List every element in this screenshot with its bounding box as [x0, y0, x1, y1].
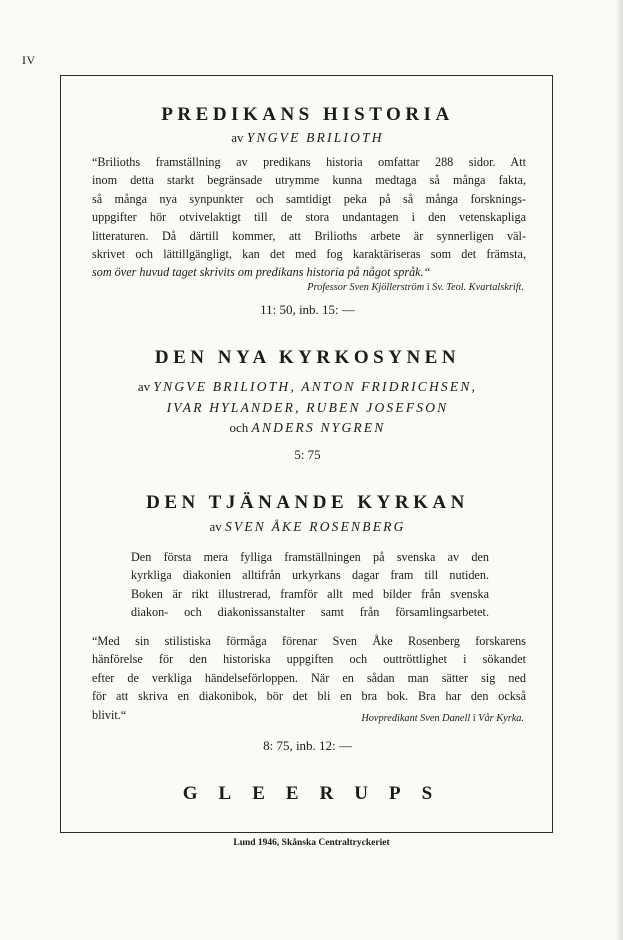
book1-price: 11: 50, inb. 15: —	[260, 302, 355, 317]
printer-imprint: Lund 1946, Skånska Centraltryckeriet	[233, 838, 390, 848]
book1-source-publication: Sv. Teol. Kvartalskrift.	[432, 282, 524, 293]
book2-byline-1	[61, 379, 554, 395]
book1-source-person: Professor Sven Kjöllerström	[307, 282, 425, 293]
page-edge-shadow	[615, 0, 623, 940]
quote-line: “Brilioths framställning av predikans historia omfattar 288 sidor. Att	[92, 155, 526, 169]
book2-av: av	[137, 379, 151, 394]
book2-title: DEN NYA KYRKOSYNEN	[154, 347, 461, 368]
book1-source-in: i	[426, 282, 430, 293]
book1-author: YNGVE BRILIOTH	[246, 130, 384, 145]
book1-review-source	[307, 282, 524, 293]
quote-line: inom detta starkt begränsade utrymme kunna medtaga så många fakta,	[92, 173, 526, 188]
book3-source-in: i	[472, 713, 476, 724]
quote-line: för att skriva en diakonibok, bör det bli en bra bok. Bra har den också	[92, 689, 526, 704]
book1-review-quote	[92, 153, 526, 282]
advertisement-frame	[60, 75, 553, 833]
book2-och: och	[229, 420, 249, 435]
book3-author: SVEN ÅKE ROSENBERG	[224, 519, 406, 534]
description-line: Den första mera fylliga framställningen på svenska av den	[131, 550, 489, 564]
book3-title: DEN TJÄNANDE KYRKAN	[146, 492, 469, 513]
description-line: Boken är rikt illustrerad, framför allt med bilder från svenska	[131, 586, 489, 601]
book3-source-publication: Vår Kyrka.	[478, 713, 524, 724]
quote-line: “Med sin stilistiska förmåga förenar Sven Åke Rosenberg forskarens	[92, 634, 526, 648]
book1-byline	[61, 130, 554, 146]
quote-line: hänförelse för den historiska uppgiften och outtröttlighet i sökandet	[92, 652, 526, 667]
quote-line: så många nya synpunkter och samtidigt peka på så många forsknings-	[92, 191, 526, 206]
book2-authors-2: IVAR HYLANDER, RUBEN JOSEFSON	[166, 400, 449, 415]
quote-line: skrivet och lättillgängligt, kan det med fog karaktäriseras som det främsta,	[92, 247, 526, 262]
book2-byline-2	[61, 400, 554, 416]
quote-line: blivit.“	[92, 707, 127, 722]
book2-byline-3	[61, 420, 554, 436]
book2-price: 5: 75	[294, 447, 321, 462]
description-line: kyrkliga diakonien alltifrån urkyrkans dagar fram till nutiden.	[131, 568, 489, 583]
book3-review-source	[361, 713, 524, 724]
book3-byline	[61, 519, 554, 535]
description-line: diakon- och diakonissanstalter samt från församlingsarbetet.	[131, 605, 489, 620]
book2-authors-1: YNGVE BRILIOTH, ANTON FRIDRICHSEN,	[153, 379, 478, 394]
quote-line: litteraturen. Då därtill kommer, att Brilioths arbete är synnerligen väl-	[92, 228, 526, 243]
book3-price: 8: 75, inb. 12: —	[263, 738, 352, 753]
publisher-name: GLEERUPS	[182, 783, 454, 804]
book3-av: av	[209, 519, 222, 534]
book3-review-quote	[92, 632, 526, 724]
book3-description	[131, 548, 489, 622]
page-number: IV	[22, 53, 36, 67]
book1-title: PREDIKANS HISTORIA	[161, 104, 454, 125]
book3-source-person: Hovpredikant Sven Danell	[361, 713, 471, 724]
quote-line: uppgifter hör otvivelaktigt till de stora undantagen i den vetenskapliga	[92, 210, 526, 225]
quote-line: efter de verkliga händelseförloppen. När en sådan man sätter sig ned	[92, 670, 526, 685]
quote-line: som över huvud taget skrivits om predikans historia på något språk.“	[92, 265, 431, 280]
book2-authors-3: ANDERS NYGREN	[251, 420, 386, 435]
book1-av: av	[231, 130, 244, 145]
